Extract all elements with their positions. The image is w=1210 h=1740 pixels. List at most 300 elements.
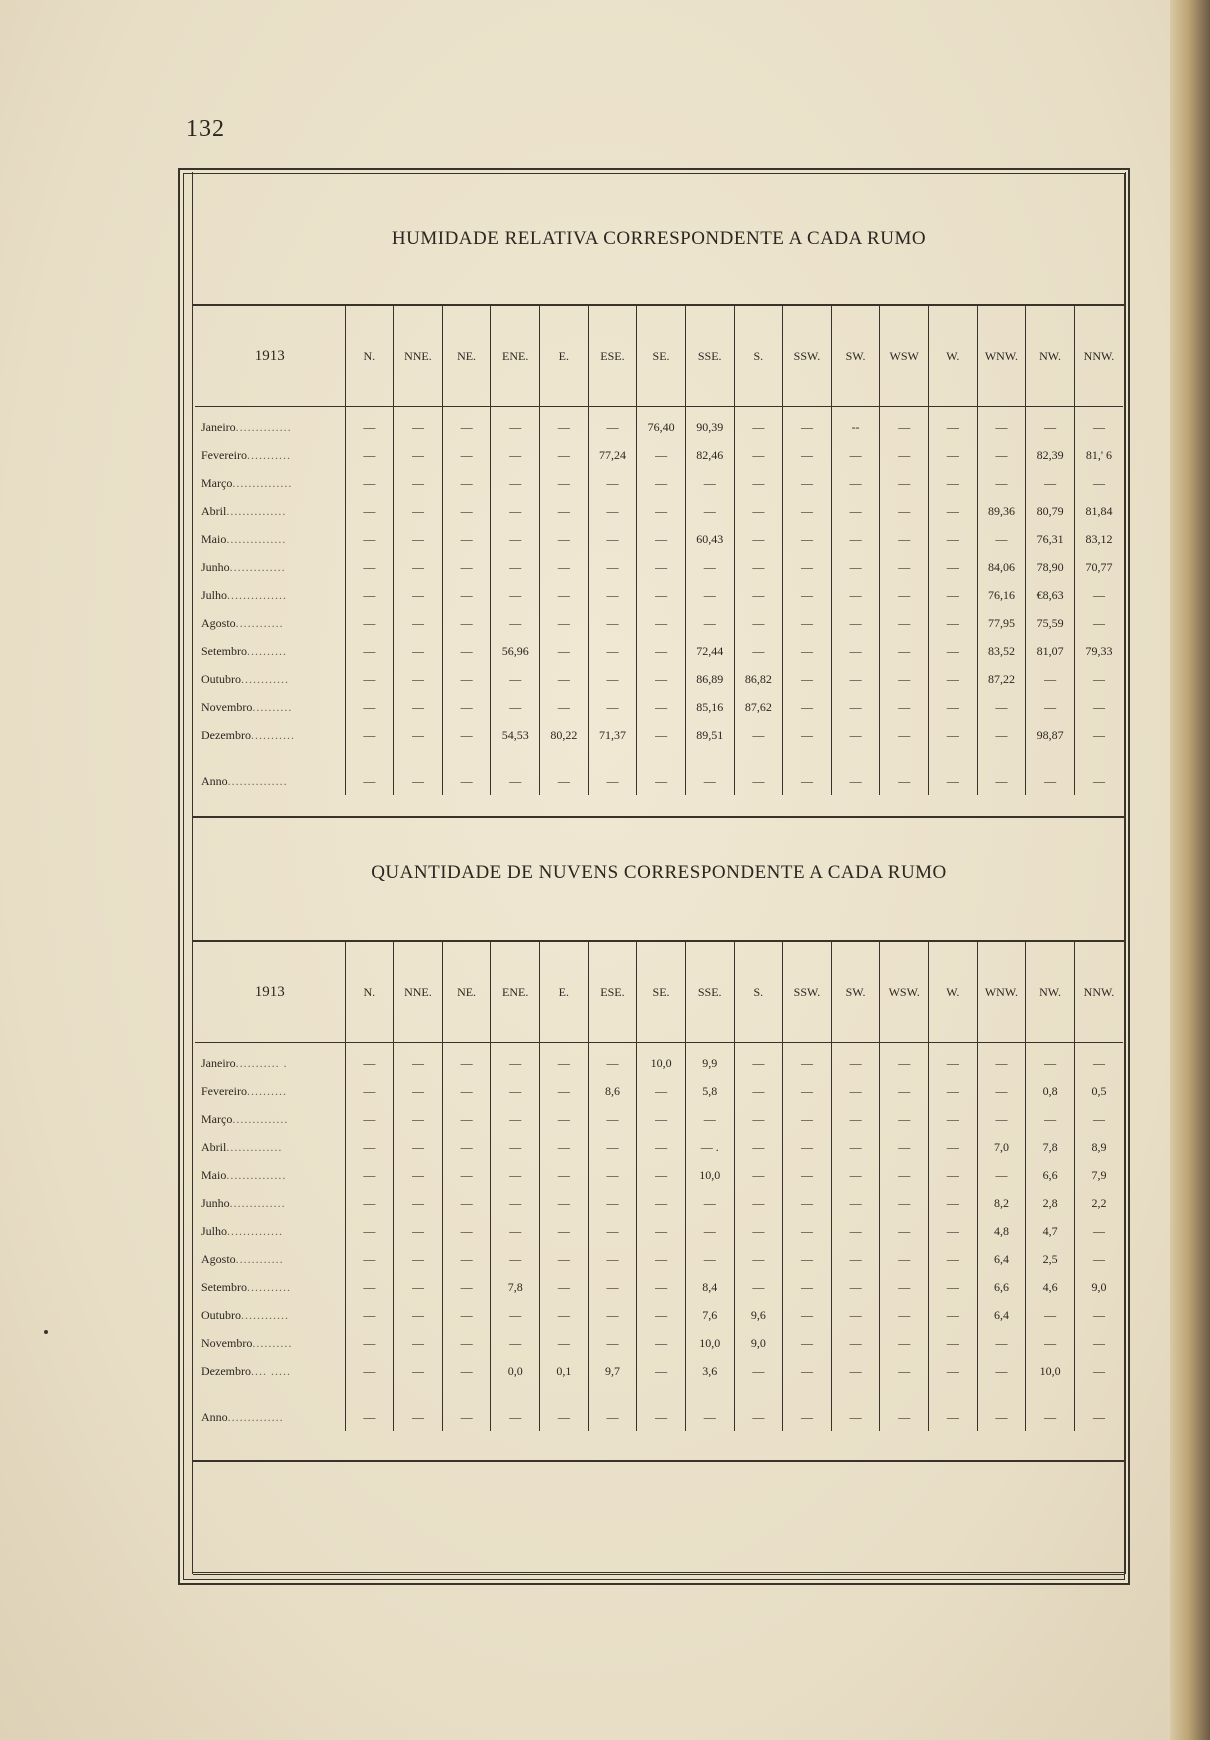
hum-value-cell: — xyxy=(977,749,1026,795)
hum-leader-dots: .......... xyxy=(247,643,287,658)
hum-month-label: Julho xyxy=(201,587,228,602)
hum-table-row xyxy=(195,693,1123,721)
cloud-value-cell: — xyxy=(345,1161,394,1189)
hum-value-cell: — xyxy=(977,413,1026,441)
hum-value-cell: — xyxy=(783,497,832,525)
cloud-value-cell: — xyxy=(345,1329,394,1357)
hum-value-cell: 54,53 xyxy=(491,721,540,749)
cloud-leader-dots: ............ xyxy=(241,1307,289,1322)
cloud-value-cell: — xyxy=(442,1077,491,1105)
cloud-value-cell: — xyxy=(442,1357,491,1385)
hum-value-cell: — xyxy=(588,637,637,665)
hum-value-cell: — xyxy=(491,497,540,525)
cloud-value-cell: — xyxy=(491,1245,540,1273)
hum-value-cell: — xyxy=(442,665,491,693)
hum-value-cell: — xyxy=(588,469,637,497)
hum-value-cell: — xyxy=(442,721,491,749)
cloud-table-row xyxy=(195,1329,1123,1357)
cloud-table-row xyxy=(195,1049,1123,1077)
hum-total-row xyxy=(195,749,1123,795)
hum-value-cell: — xyxy=(394,441,443,469)
hum-value-cell: — xyxy=(1026,413,1075,441)
cloud-value-cell: 4,6 xyxy=(1026,1273,1075,1301)
hum-table-row xyxy=(195,609,1123,637)
hum-value-cell: — xyxy=(442,413,491,441)
hum-col-header: W. xyxy=(929,306,978,407)
hum-value-cell: — xyxy=(977,441,1026,469)
cloud-value-cell: — xyxy=(1026,1049,1075,1077)
hum-value-cell: — xyxy=(1026,665,1075,693)
cloud-col-header: SE. xyxy=(637,942,686,1043)
cloud-value-cell: — xyxy=(588,1273,637,1301)
hum-value-cell: — xyxy=(831,469,880,497)
hum-value-cell: — xyxy=(442,693,491,721)
hum-value-cell: — xyxy=(394,525,443,553)
hum-value-cell: — xyxy=(540,441,589,469)
cloud-value-cell: — xyxy=(880,1357,929,1385)
hum-value-cell: — xyxy=(588,553,637,581)
hum-value-cell: — xyxy=(540,497,589,525)
hum-col-header: ESE. xyxy=(588,306,637,407)
hum-month-cell xyxy=(195,413,345,441)
hum-value-cell: — xyxy=(734,469,783,497)
hum-value-cell: — xyxy=(929,721,978,749)
cloud-month-label: Setembro xyxy=(201,1279,247,1294)
cloud-value-cell: — xyxy=(491,1217,540,1245)
hum-value-cell: 90,39 xyxy=(685,413,734,441)
cloud-table-row xyxy=(195,1105,1123,1133)
cloud-total-row xyxy=(195,1385,1123,1431)
cloud-value-cell: — xyxy=(734,1273,783,1301)
hum-value-cell: 83,12 xyxy=(1074,525,1123,553)
cloud-table-row xyxy=(195,1161,1123,1189)
hum-value-cell: — xyxy=(1026,693,1075,721)
cloud-value-cell: — xyxy=(442,1245,491,1273)
humidity-title: HUMIDADE RELATIVA CORRESPONDENTE A CADA RUMO xyxy=(391,228,927,249)
hum-value-cell: — xyxy=(831,609,880,637)
hum-value-cell: 82,46 xyxy=(685,441,734,469)
hum-value-cell: — xyxy=(880,721,929,749)
cloud-value-cell: — xyxy=(491,1329,540,1357)
cloud-table-row xyxy=(195,1273,1123,1301)
hum-value-cell: — xyxy=(929,413,978,441)
cloud-value-cell: — xyxy=(588,1105,637,1133)
cloud-value-cell: — xyxy=(637,1357,686,1385)
cloud-value-cell: — xyxy=(880,1161,929,1189)
hum-value-cell: — xyxy=(442,749,491,795)
tables-sheet xyxy=(192,172,1126,1574)
hum-value-cell: -- xyxy=(831,413,880,441)
cloud-value-cell: 10,0 xyxy=(685,1161,734,1189)
hum-value-cell: 89,51 xyxy=(685,721,734,749)
hum-value-cell: — xyxy=(880,609,929,637)
hum-month-cell xyxy=(195,581,345,609)
cloud-value-cell: 9,6 xyxy=(734,1301,783,1329)
cloud-value-cell: — xyxy=(783,1133,832,1161)
hum-value-cell: — xyxy=(540,693,589,721)
hum-value-cell: — xyxy=(685,497,734,525)
cloud-col-header: ENE. xyxy=(491,942,540,1043)
cloud-value-cell: — xyxy=(394,1189,443,1217)
hum-table-row xyxy=(195,553,1123,581)
clouds-table xyxy=(195,942,1123,1431)
cloud-value-cell: — xyxy=(831,1161,880,1189)
cloud-value-cell: — xyxy=(637,1161,686,1189)
cloud-value-cell: — xyxy=(345,1049,394,1077)
hum-value-cell: — xyxy=(783,609,832,637)
hum-value-cell: — xyxy=(783,441,832,469)
cloud-month-label: Outubro xyxy=(201,1307,241,1322)
hum-col-header: S. xyxy=(734,306,783,407)
cloud-value-cell: — xyxy=(345,1273,394,1301)
hum-leader-dots: ............ xyxy=(241,671,289,686)
hum-col-header: SE. xyxy=(637,306,686,407)
cloud-value-cell: — xyxy=(831,1133,880,1161)
hum-value-cell: — xyxy=(442,609,491,637)
hum-value-cell: — xyxy=(880,693,929,721)
cloud-value-cell: — xyxy=(929,1273,978,1301)
hum-leader-dots: ............... xyxy=(227,587,288,602)
cloud-value-cell: — xyxy=(734,1133,783,1161)
cloud-col-header: NNW. xyxy=(1074,942,1123,1043)
hum-value-cell: — xyxy=(831,749,880,795)
hum-value-cell: — xyxy=(831,665,880,693)
hum-table-row xyxy=(195,497,1123,525)
cloud-value-cell: — xyxy=(783,1301,832,1329)
cloud-month-label: Anno xyxy=(201,1410,228,1424)
cloud-value-cell: — xyxy=(491,1161,540,1189)
hum-value-cell: — xyxy=(442,553,491,581)
hum-value-cell: — xyxy=(442,441,491,469)
cloud-value-cell: 8,2 xyxy=(977,1189,1026,1217)
hum-month-label: Maio xyxy=(201,531,227,546)
hum-month-cell xyxy=(195,441,345,469)
hum-value-cell: — xyxy=(345,581,394,609)
cloud-leader-dots: ............... xyxy=(226,1167,287,1182)
cloud-value-cell: 2,5 xyxy=(1026,1245,1075,1273)
cloud-month-label: Novembro xyxy=(201,1335,253,1350)
hum-value-cell: — xyxy=(734,721,783,749)
hum-value-cell: 77,95 xyxy=(977,609,1026,637)
cloud-value-cell: — xyxy=(588,1049,637,1077)
cloud-value-cell: — xyxy=(394,1077,443,1105)
hum-value-cell: 80,79 xyxy=(1026,497,1075,525)
cloud-value-cell: — xyxy=(588,1329,637,1357)
hum-value-cell: — xyxy=(540,469,589,497)
cloud-value-cell: 10,0 xyxy=(685,1329,734,1357)
hum-value-cell: — xyxy=(880,637,929,665)
hum-value-cell: — xyxy=(783,693,832,721)
hum-value-cell: 98,87 xyxy=(1026,721,1075,749)
hum-value-cell: — xyxy=(588,609,637,637)
hum-value-cell: — xyxy=(929,749,978,795)
cloud-leader-dots: ........... xyxy=(247,1279,291,1294)
hum-value-cell: — xyxy=(734,609,783,637)
cloud-value-cell: 6,4 xyxy=(977,1301,1026,1329)
cloud-value-cell: — xyxy=(880,1105,929,1133)
hum-value-cell: — xyxy=(394,637,443,665)
cloud-value-cell: — xyxy=(880,1217,929,1245)
cloud-month-label: Julho xyxy=(201,1223,228,1238)
hum-value-cell: 86,82 xyxy=(734,665,783,693)
cloud-value-cell: — xyxy=(491,1385,540,1431)
hum-value-cell: — xyxy=(637,665,686,693)
cloud-value-cell: — xyxy=(880,1385,929,1431)
hum-value-cell: — xyxy=(491,665,540,693)
cloud-value-cell: — xyxy=(540,1161,589,1189)
hum-col-header: NNE. xyxy=(394,306,443,407)
cloud-value-cell: — xyxy=(734,1245,783,1273)
cloud-value-cell: — xyxy=(1026,1301,1075,1329)
cloud-value-cell: — xyxy=(1074,1301,1123,1329)
humidity-bottom-rule xyxy=(193,816,1125,818)
cloud-year-header: 1913 xyxy=(195,942,345,1043)
cloud-value-cell: — xyxy=(929,1357,978,1385)
cloud-value-cell: — xyxy=(880,1273,929,1301)
cloud-value-cell: — xyxy=(394,1301,443,1329)
hum-value-cell: — xyxy=(442,525,491,553)
hum-value-cell: — xyxy=(345,749,394,795)
cloud-value-cell: — xyxy=(1074,1329,1123,1357)
cloud-value-cell: — xyxy=(540,1133,589,1161)
hum-value-cell: — xyxy=(1074,721,1123,749)
cloud-value-cell: — xyxy=(1074,1105,1123,1133)
hum-table-row xyxy=(195,469,1123,497)
cloud-value-cell: — xyxy=(929,1385,978,1431)
cloud-value-cell: — xyxy=(880,1189,929,1217)
hum-value-cell: — xyxy=(1074,581,1123,609)
hum-col-header: SSW. xyxy=(783,306,832,407)
cloud-value-cell: — xyxy=(685,1385,734,1431)
hum-value-cell: 85,16 xyxy=(685,693,734,721)
cloud-value-cell: — xyxy=(588,1133,637,1161)
hum-month-cell xyxy=(195,665,345,693)
hum-value-cell: — xyxy=(734,525,783,553)
hum-month-label: Agosto xyxy=(201,615,236,630)
hum-value-cell: — xyxy=(345,665,394,693)
cloud-value-cell: — xyxy=(734,1357,783,1385)
cloud-value-cell: — xyxy=(540,1105,589,1133)
hum-value-cell: — xyxy=(783,749,832,795)
cloud-value-cell: — xyxy=(637,1105,686,1133)
cloud-value-cell: 7,8 xyxy=(491,1273,540,1301)
hum-value-cell: — xyxy=(394,665,443,693)
cloud-value-cell: — xyxy=(831,1329,880,1357)
cloud-value-cell: — xyxy=(685,1245,734,1273)
hum-leader-dots: ............... xyxy=(226,503,287,518)
hum-value-cell: — xyxy=(637,637,686,665)
hum-value-cell: 80,22 xyxy=(540,721,589,749)
hum-value-cell: — xyxy=(685,581,734,609)
cloud-value-cell: — xyxy=(831,1301,880,1329)
hum-value-cell: — xyxy=(588,749,637,795)
cloud-month-label: Fevereiro xyxy=(201,1083,247,1098)
cloud-value-cell: — xyxy=(491,1301,540,1329)
hum-year-header: 1913 xyxy=(195,306,345,407)
cloud-month-label: Maio xyxy=(201,1167,227,1182)
cloud-value-cell: — xyxy=(540,1217,589,1245)
hum-value-cell: — xyxy=(540,665,589,693)
hum-value-cell: 56,96 xyxy=(491,637,540,665)
humidity-header-row xyxy=(195,306,1123,407)
hum-value-cell: — xyxy=(831,553,880,581)
cloud-month-label: Março xyxy=(201,1111,233,1126)
cloud-month-label: Agosto xyxy=(201,1251,236,1266)
cloud-value-cell: — xyxy=(831,1357,880,1385)
hum-value-cell: — xyxy=(734,581,783,609)
cloud-value-cell: — xyxy=(880,1133,929,1161)
cloud-value-cell: — xyxy=(491,1077,540,1105)
cloud-value-cell: — xyxy=(929,1301,978,1329)
hum-value-cell: — xyxy=(734,497,783,525)
hum-value-cell: — xyxy=(831,693,880,721)
hum-value-cell: — xyxy=(1074,609,1123,637)
hum-leader-dots: .............. xyxy=(235,419,292,434)
hum-value-cell: — xyxy=(880,665,929,693)
hum-table-row xyxy=(195,665,1123,693)
cloud-value-cell: 8,6 xyxy=(588,1077,637,1105)
hum-value-cell: — xyxy=(783,525,832,553)
cloud-value-cell: — xyxy=(831,1273,880,1301)
cloud-value-cell: — xyxy=(831,1105,880,1133)
cloud-value-cell: — xyxy=(977,1161,1026,1189)
cloud-leader-dots: .............. xyxy=(232,1111,289,1126)
cloud-value-cell: — xyxy=(588,1161,637,1189)
cloud-value-cell: — xyxy=(345,1105,394,1133)
cloud-table-row xyxy=(195,1133,1123,1161)
cloud-value-cell: 8,4 xyxy=(685,1273,734,1301)
hum-col-header: ENE. xyxy=(491,306,540,407)
hum-month-label: Junho xyxy=(201,559,230,574)
cloud-leader-dots: ............ xyxy=(235,1251,284,1266)
cloud-leader-dots: .......... xyxy=(252,1335,293,1350)
hum-value-cell: 86,89 xyxy=(685,665,734,693)
cloud-value-cell: — xyxy=(637,1273,686,1301)
cloud-value-cell: — xyxy=(929,1329,978,1357)
cloud-value-cell: 7,0 xyxy=(977,1133,1026,1161)
cloud-col-header: NNE. xyxy=(394,942,443,1043)
cloud-value-cell: — xyxy=(977,1077,1026,1105)
cloud-value-cell: — . xyxy=(685,1133,734,1161)
cloud-col-header: W. xyxy=(929,942,978,1043)
cloud-value-cell: — xyxy=(442,1273,491,1301)
cloud-value-cell: — xyxy=(783,1357,832,1385)
hum-value-cell: — xyxy=(637,693,686,721)
hum-value-cell: — xyxy=(540,609,589,637)
cloud-value-cell: — xyxy=(345,1245,394,1273)
hum-value-cell: — xyxy=(540,525,589,553)
cloud-value-cell: — xyxy=(831,1049,880,1077)
hum-col-header: NNW. xyxy=(1074,306,1123,407)
hum-value-cell: — xyxy=(1074,469,1123,497)
hum-month-cell xyxy=(195,637,345,665)
hum-month-cell xyxy=(195,525,345,553)
cloud-month-label: Junho xyxy=(201,1195,230,1210)
cloud-value-cell: — xyxy=(783,1105,832,1133)
cloud-leader-dots: ........... . xyxy=(235,1055,288,1070)
hum-value-cell: 81,' 6 xyxy=(1074,441,1123,469)
cloud-value-cell: — xyxy=(685,1189,734,1217)
cloud-month-cell xyxy=(195,1245,345,1273)
hum-month-cell xyxy=(195,469,345,497)
hum-month-cell xyxy=(195,749,345,795)
cloud-value-cell: 6,6 xyxy=(1026,1161,1075,1189)
cloud-value-cell: — xyxy=(1026,1105,1075,1133)
cloud-col-header: E. xyxy=(540,942,589,1043)
cloud-value-cell: — xyxy=(929,1161,978,1189)
cloud-value-cell: 9,0 xyxy=(734,1329,783,1357)
hum-value-cell: — xyxy=(929,553,978,581)
book-spine-edge xyxy=(1170,0,1210,1740)
cloud-value-cell: 0,8 xyxy=(1026,1077,1075,1105)
hum-col-header: WNW. xyxy=(977,306,1026,407)
hum-value-cell: — xyxy=(588,413,637,441)
hum-value-cell: — xyxy=(491,525,540,553)
hum-value-cell: 76,31 xyxy=(1026,525,1075,553)
cloud-value-cell: 2,8 xyxy=(1026,1189,1075,1217)
cloud-col-header: NW. xyxy=(1026,942,1075,1043)
clouds-title: QUANTIDADE DE NUVENS CORRESPONDENTE A CADA RUMO xyxy=(371,862,947,883)
hum-value-cell: — xyxy=(929,441,978,469)
hum-month-label: Outubro xyxy=(201,671,241,686)
cloud-value-cell: — xyxy=(442,1049,491,1077)
cloud-value-cell: — xyxy=(637,1245,686,1273)
cloud-value-cell: — xyxy=(540,1301,589,1329)
cloud-value-cell: 8,9 xyxy=(1074,1133,1123,1161)
hum-value-cell: — xyxy=(491,553,540,581)
hum-value-cell: — xyxy=(734,637,783,665)
cloud-col-header: SW. xyxy=(831,942,880,1043)
hum-value-cell: — xyxy=(637,553,686,581)
hum-value-cell: 89,36 xyxy=(977,497,1026,525)
cloud-value-cell: — xyxy=(540,1245,589,1273)
cloud-value-cell: — xyxy=(637,1329,686,1357)
cloud-value-cell: — xyxy=(637,1077,686,1105)
cloud-value-cell: — xyxy=(345,1133,394,1161)
hum-value-cell: — xyxy=(394,721,443,749)
hum-value-cell: — xyxy=(345,693,394,721)
cloud-value-cell: — xyxy=(929,1133,978,1161)
hum-value-cell: 79,33 xyxy=(1074,637,1123,665)
hum-value-cell: — xyxy=(880,413,929,441)
cloud-value-cell: 6,4 xyxy=(977,1245,1026,1273)
hum-value-cell: — xyxy=(491,609,540,637)
hum-table-row xyxy=(195,413,1123,441)
cloud-value-cell: — xyxy=(442,1217,491,1245)
hum-value-cell: — xyxy=(977,525,1026,553)
hum-leader-dots: ........... xyxy=(246,447,291,462)
hum-month-label: Abril xyxy=(201,503,227,518)
cloud-value-cell: — xyxy=(540,1273,589,1301)
cloud-month-cell xyxy=(195,1273,345,1301)
hum-value-cell: 77,24 xyxy=(588,441,637,469)
cloud-value-cell: 7,8 xyxy=(1026,1133,1075,1161)
hum-value-cell: — xyxy=(734,749,783,795)
cloud-month-cell xyxy=(195,1301,345,1329)
hum-value-cell: — xyxy=(734,413,783,441)
cloud-value-cell: — xyxy=(880,1329,929,1357)
cloud-value-cell: — xyxy=(491,1105,540,1133)
hum-month-label: Novembro xyxy=(201,699,253,714)
hum-month-cell xyxy=(195,721,345,749)
hum-value-cell: — xyxy=(394,609,443,637)
cloud-month-cell xyxy=(195,1049,345,1077)
hum-value-cell: 81,84 xyxy=(1074,497,1123,525)
cloud-value-cell: — xyxy=(345,1301,394,1329)
hum-value-cell: 70,77 xyxy=(1074,553,1123,581)
cloud-value-cell: — xyxy=(345,1077,394,1105)
hum-col-header: WSW xyxy=(880,306,929,407)
